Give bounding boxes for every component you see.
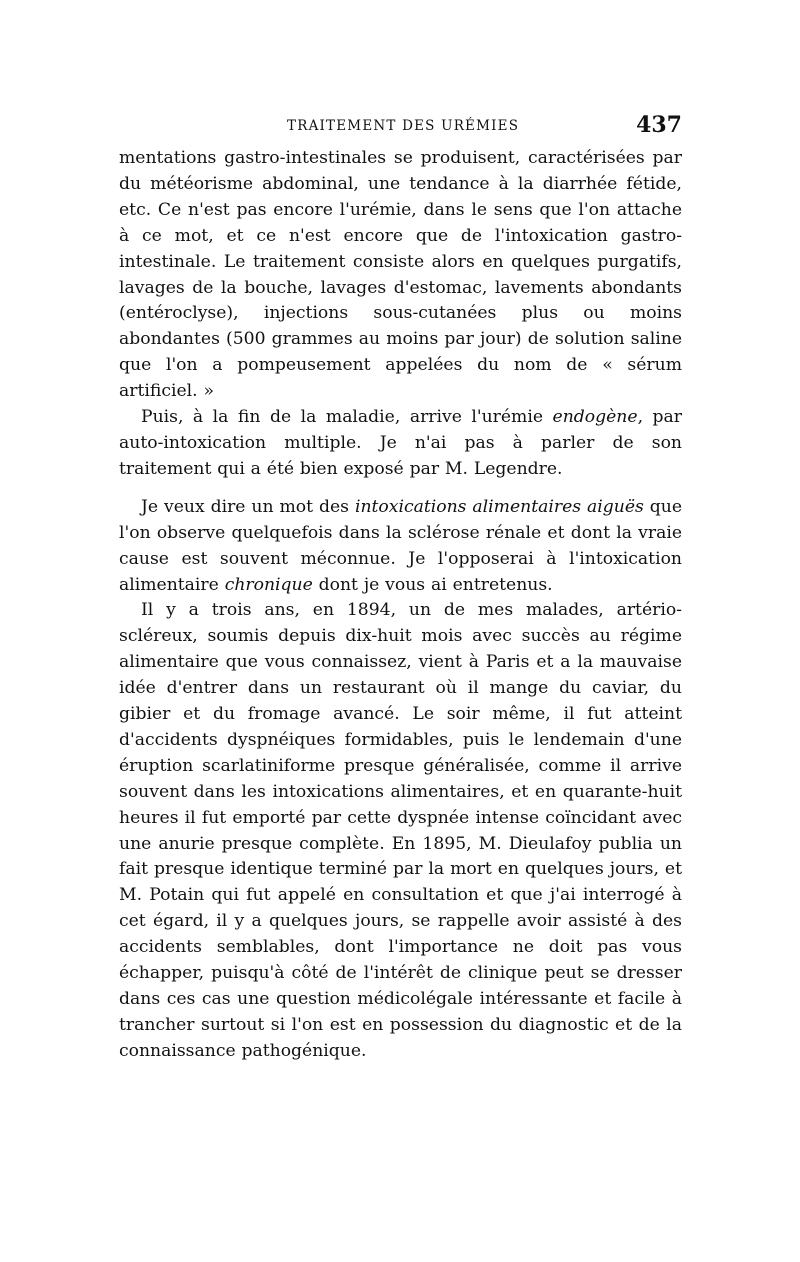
paragraph-continuation: mentations gastro-intestinales se produisent, caractérisées par du météorisme abdominal, une tendance à la diarrhée fétide, etc. Ce n'est pas encore l'urémie, dans le sens que l'on attache à ce mot, et ce n'est encore que de l'intoxication gastro-intestinale. Le traitement consiste alors en quelques purgatifs, lavages de la bouche, lavages d'estomac, lavements abondants (entéroclyse), injections sous-cutanées plus ou moins abondantes (500 grammes au moins par jour) de solution saline que l'on a pompeusement appelées du nom de « sérum artificiel. » [119,148,682,402]
text-run: que l'on observe quelquefois dans la sclérose rénale et dont la vraie cause est souvent méconnue. Je l'opposerai à l'intoxication alimentaire [119,496,682,595]
text-run: Je veux dire un mot des [141,496,355,517]
italic-term: endogène [552,407,638,428]
text-run: Puis, à la fin de la maladie, arrive l'urémie [141,407,553,428]
text-run: dont je vous ai entretenus. [312,574,553,595]
paragraph-endogenous-uremia [119,405,682,483]
italic-term: chronique [224,574,313,595]
body-text [119,146,682,1065]
page-header [119,112,682,146]
paragraph-case-report: Il y a trois ans, en 1894, un de mes malades, artério-scléreux, soumis depuis dix-huit mois avec succès au régime alimentaire que vous connaissez, vient à Paris et a la mauvaise idée d'entrer dans un restaurant où il mange du caviar, du gibier et du fromage avancé. Le soir même, il fut atteint d'accidents dyspnéiques formidables, puis le lendemain d'une éruption scarlatiniforme presque généralisée, comme il arrive souvent dans les intoxications alimentaires, et en quarante-huit heures il fut emporté par cette dyspnée intense coïncidant avec une anurie presque complète. En 1895, M. Dieulafoy publia un fait presque identique terminé par la mort en quelques jours, et M. Potain qui fut appelé en consultation et que j'ai interrogé à cet égard, il y a quelques jours, se rappelle avoir assisté à des accidents semblables, dont l'importance ne doit pas vous échapper, puisqu'à côté de l'intérêt de clinique peut se dresser dans ces cas une question médicolégale intéressante et facile à trancher surtout si l'on est en possession du diagnostic et de la connaissance pathogénique. [119,600,682,1061]
book-page [119,112,682,1065]
paragraph-acute-food-intoxication [119,495,682,599]
italic-term: intoxications alimentaires aiguës [354,496,644,517]
running-title: TRAITEMENT DES URÉMIES [287,118,520,134]
text-run: , par auto-intoxication multiple. Je n'ai pas à parler de son traitement qui a été bien exposé par M. Legendre. [119,407,682,479]
page-number: 437 [636,112,682,138]
